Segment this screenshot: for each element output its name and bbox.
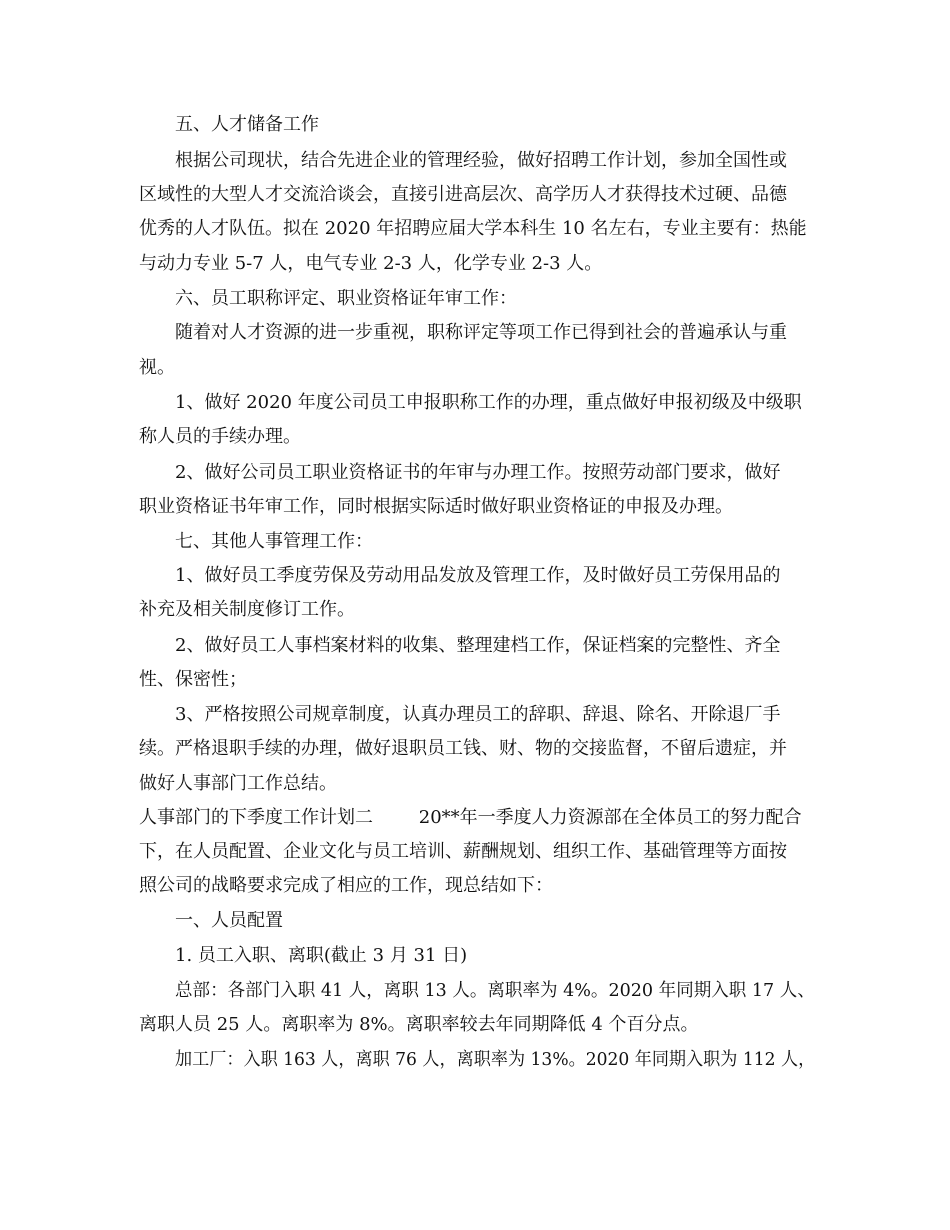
paragraph-line: 随着对人才资源的进一步重视，职称评定等项工作已得到社会的普遍承认与重 — [175, 322, 787, 343]
paragraph-line: 下，在人员配置、企业文化与员工培训、薪酬规划、组织工作、基础管理等方面按 — [139, 841, 787, 862]
list-item-line: 2、做好公司员工职业资格证书的年审与办理工作。按照劳动部门要求，做好 — [175, 462, 781, 483]
section-heading: 一、人员配置 — [175, 910, 283, 931]
document-title-line: 人事部门的下季度工作计划二 20**年一季度人力资源部在全体员工的努力配合 — [139, 807, 802, 828]
subsection-heading: 1. 员工入职、离职(截止 3 月 31 日) — [175, 945, 468, 966]
paragraph-line: 根据公司现状，结合先进企业的管理经验，做好招聘工作计划，参加全国性或 — [175, 150, 787, 171]
section-heading: 七、其他人事管理工作： — [175, 531, 373, 552]
paragraph-line: 离职人员 25 人。离职率为 8%。离职率较去年同期降低 4 个百分点。 — [139, 1014, 699, 1035]
list-item-line: 1、做好 2020 年度公司员工申报职称工作的办理，重点做好申报初级及中级职 — [175, 392, 802, 413]
paragraph-line: 续。严格退职手续的办理，做好退职员工钱、财、物的交接监督，不留后遗症，并 — [139, 738, 787, 759]
list-item-line: 3、严格按照公司规章制度，认真办理员工的辞职、辞退、除名、开除退厂手 — [175, 704, 781, 725]
paragraph-line: 视。 — [139, 357, 175, 378]
paragraph-line: 性、保密性； — [139, 669, 247, 690]
list-item-line: 2、做好员工人事档案材料的收集、整理建档工作，保证档案的完整性、齐全 — [175, 635, 781, 656]
paragraph-line: 区域性的大型人才交流洽谈会，直接引进高层次、高学历人才获得技术过硬、品德 — [139, 184, 787, 205]
paragraph-line: 照公司的战略要求完成了相应的工作，现总结如下： — [139, 875, 553, 896]
paragraph-line: 优秀的人才队伍。拟在 2020 年招聘应届大学本科生 10 名左右，专业主要有：热能 — [139, 218, 807, 239]
section-heading: 五、人才储备工作 — [175, 114, 319, 135]
paragraph-line: 与动力专业 5-7 人，电气专业 2-3 人，化学专业 2-3 人。 — [139, 253, 603, 274]
list-item-line: 1、做好员工季度劳保及劳动用品发放及管理工作，及时做好员工劳保用品的 — [175, 565, 781, 586]
paragraph-line: 职业资格证书年审工作，同时根据实际适时做好职业资格证的申报及办理。 — [139, 496, 733, 517]
paragraph-line: 总部：各部门入职 41 人，离职 13 人。离职率为 4%。2020 年同期入职 17 人、 — [175, 980, 815, 1001]
section-heading: 六、员工职称评定、职业资格证年审工作： — [175, 288, 517, 309]
paragraph-line: 称人员的手续办理。 — [139, 426, 301, 447]
paragraph-line: 补充及相关制度修订工作。 — [139, 599, 355, 620]
paragraph-line: 做好人事部门工作总结。 — [139, 773, 337, 794]
paragraph-line: 加工厂：入职 163 人，离职 76 人，离职率为 13%。2020 年同期入职为 112 人， — [175, 1049, 816, 1070]
